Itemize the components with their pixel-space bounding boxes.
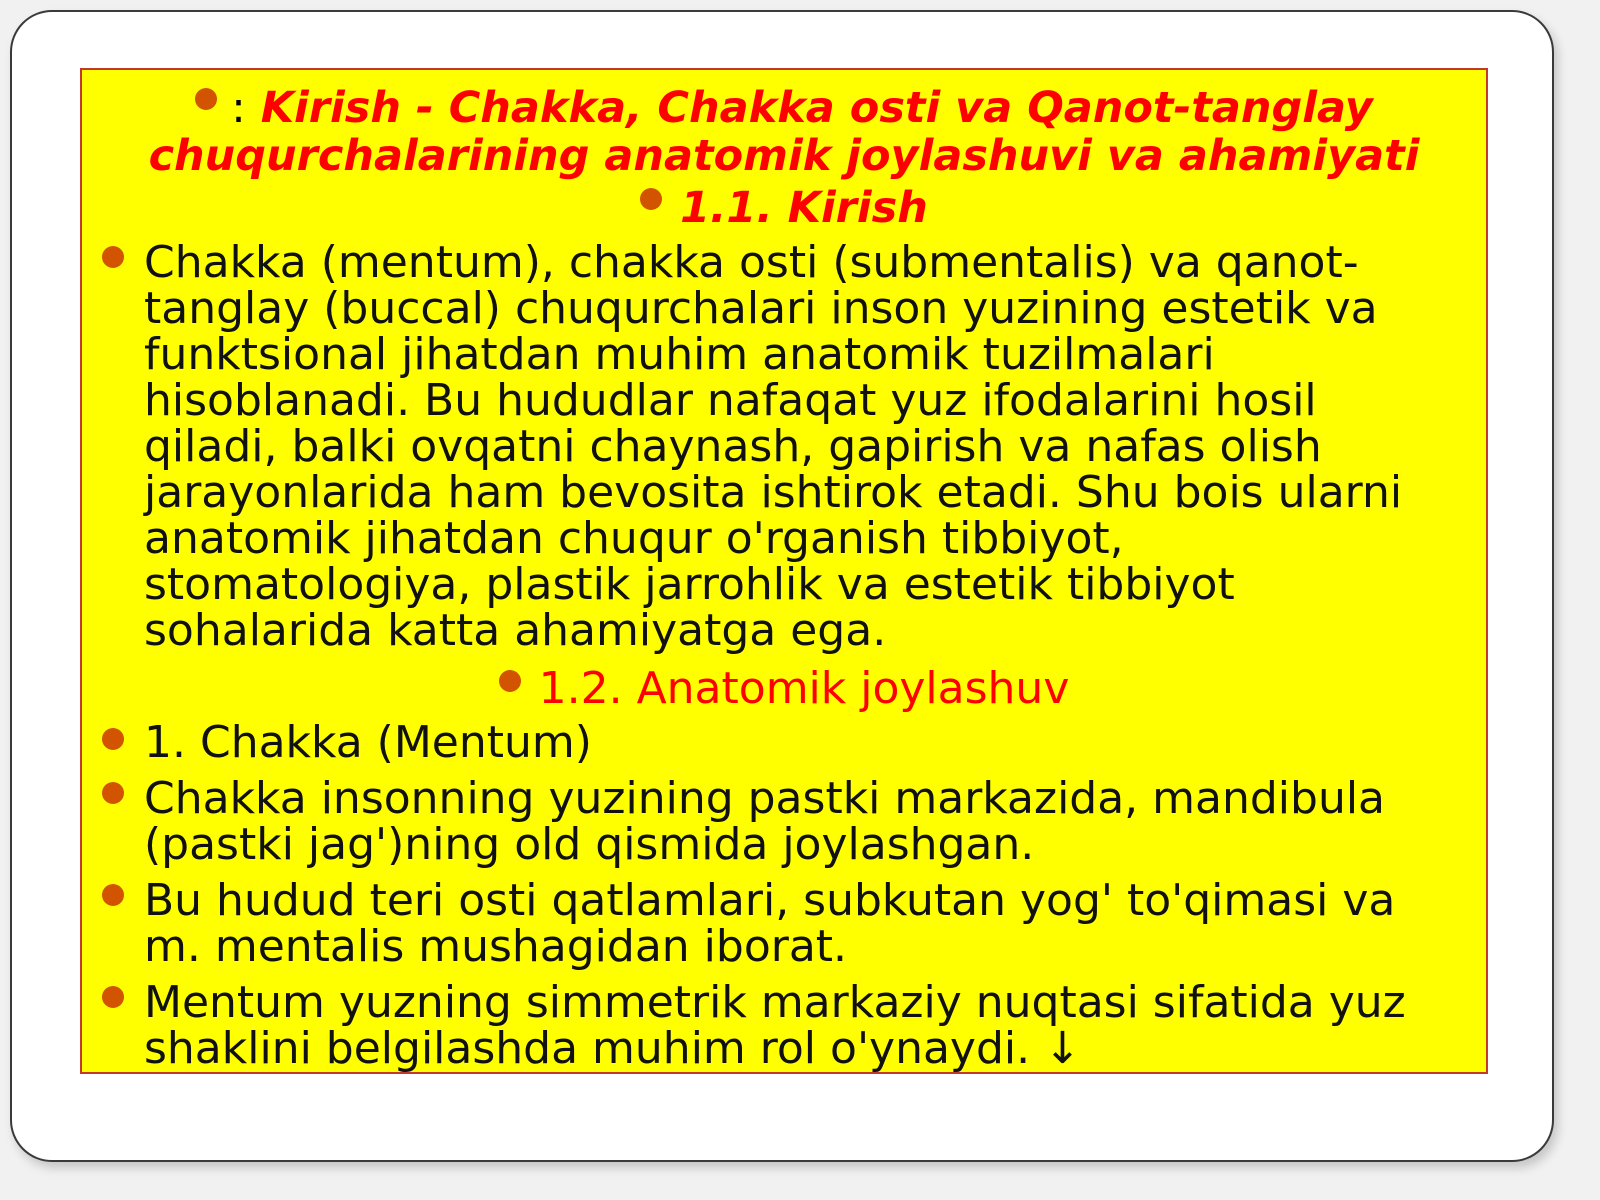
- title-line-2: chuqurchalarining anatomik joylashuvi va ahamiyati: [148, 131, 1420, 181]
- list-item: Bu hudud teri osti qatlamlari, subkutan yog' to'qimasi va m. mentalis mushagidan iborat.: [144, 875, 1396, 972]
- bullet-icon: [499, 670, 521, 692]
- content-box: [80, 68, 1488, 1074]
- list-item: 1. Chakka (Mentum): [144, 717, 592, 768]
- list-item: Chakka insonning yuzining pastki markazida, mandibula (pastki jag')ning old qismida joylashgan.: [144, 773, 1386, 870]
- bullet-icon: [195, 88, 217, 110]
- title-prefix: :: [231, 83, 246, 133]
- title-line-1: Kirish - Chakka, Chakka osti va Qanot-tanglay: [260, 83, 1373, 133]
- bullet-icon: [102, 884, 124, 906]
- bullet-icon: [640, 188, 662, 210]
- section-2-heading-text: 1.2. Anatomik joylashuv: [538, 663, 1070, 714]
- slide: [10, 10, 1554, 1162]
- slide-title: [82, 84, 1486, 180]
- section-1-heading-text: 1.1. Kirish: [680, 183, 928, 233]
- bullet-icon: [102, 986, 124, 1008]
- list-item: Mentum yuzning simmetrik markaziy nuqtasi sifatida yuz shaklini belgilashda muhim rol o'ynaydi. ↓: [144, 977, 1406, 1074]
- bullet-icon: [102, 246, 124, 268]
- bullet-icon: [102, 782, 124, 804]
- section-1-heading: [82, 184, 1486, 232]
- bullet-icon: [102, 728, 124, 750]
- intro-paragraph: Chakka (mentum), chakka osti (submentalis) va qanot-tanglay (buccal) chuqurchalari inson yuzining estetik va funktsional jihatdan muhim anatomik tuzilmalari hisoblanadi. Bu hududlar nafaqat yuz ifodalarini hosil qiladi, balki ovqatni chaynash, gapirish va nafas olish jarayonlarida ham bevosita ishtirok etadi. Shu bois ularni anatomik jihatdan chuqur o'rganish tibbiyot, stomatologiya, plastik jarrohlik va estetik tibbiyot sohalarida katta ahamiyatga ega.: [144, 237, 1403, 656]
- section-2-heading: [82, 664, 1486, 714]
